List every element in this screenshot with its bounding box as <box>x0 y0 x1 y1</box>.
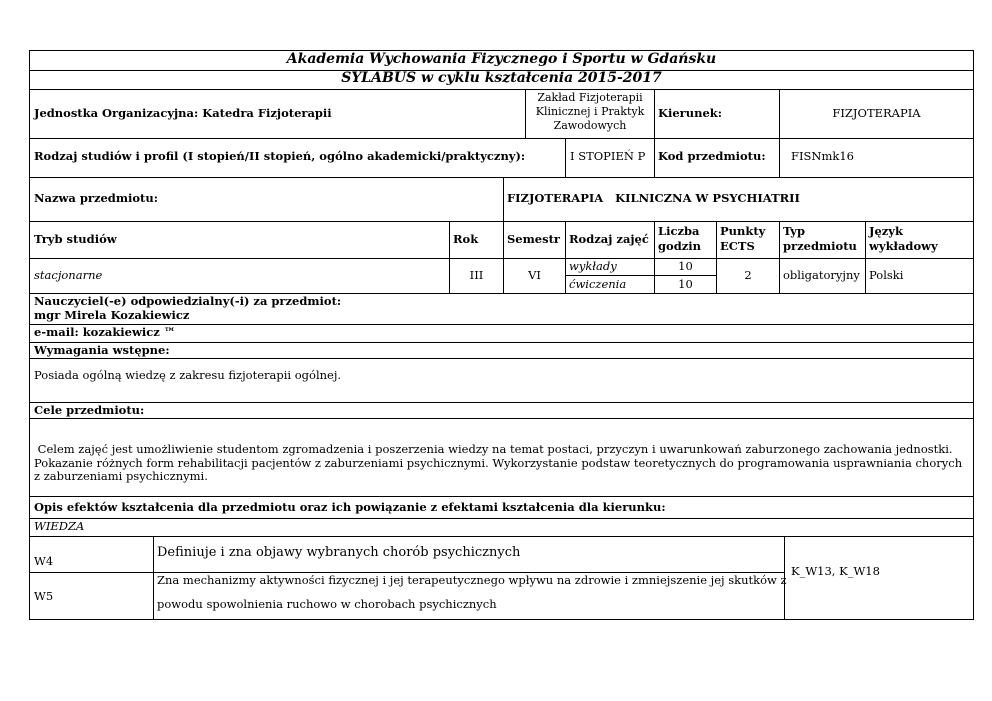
teacher-name: mgr Mirela Kozakiewicz <box>34 308 190 322</box>
studies-type-value: I STOPIEŃ P <box>570 149 646 163</box>
code-value: FISNmk16 <box>791 149 854 163</box>
row-year: III <box>469 268 484 282</box>
direction-value: FIZJOTERAPIA <box>832 106 921 120</box>
prerequisites-label: Wymagania wstępne: <box>34 343 170 357</box>
outcome-w4-code: W4 <box>34 554 54 568</box>
unit-label: Jednostka Organizacyjna: Katedra Fizjoterapii <box>34 106 332 120</box>
outcomes-label: Opis efektów kształcenia dla przedmiotu oraz ich powiązanie z efektami kształcenia dla kierunku: <box>34 500 666 514</box>
row-semester: VI <box>528 268 541 282</box>
goals-label: Cele przedmiotu: <box>34 403 145 417</box>
outcome-w5-text-line2: powodu spowolnienia ruchowo w chorobach psychicznych <box>157 597 497 611</box>
syllabus-table <box>29 50 974 620</box>
code-label: Kod przedmiotu: <box>658 149 766 163</box>
header-hours-1: Liczba <box>658 224 700 238</box>
header-subject-type-1: Typ <box>783 224 806 238</box>
prerequisites-text: Posiada ogólną wiedzę z zakresu fizjoterapii ogólnej. <box>34 368 342 382</box>
header-language-2: wykładowy <box>869 239 938 253</box>
outcome-w5-code: W5 <box>34 589 54 603</box>
header-subject-type-2: przedmiotu <box>783 239 857 253</box>
academy-title: Akademia Wychowania Fizycznego i Sportu w Gdańsku <box>286 51 717 67</box>
subject-name-label: Nazwa przedmiotu: <box>34 191 158 205</box>
row-lectures-hours: 10 <box>678 259 693 273</box>
row-subject-type: obligatoryjny <box>783 268 860 282</box>
header-ects-2: ECTS <box>720 239 755 253</box>
goals-text: Celem zajęć jest umożliwienie studentom zgromadzenia i poszerzenia wiedzy na temat postaci, przyczyn i uwarunkowań zaburzonego zachowania jednostki. Pokazanie różnych form rehabilitacji pacjentów z zaburzeniami psychicznymi. Wykorzystanie podstaw teoretycznych do programowania usprawniania chorych z zaburzeniami psychicznymi. <box>34 442 966 483</box>
teacher-label: Nauczyciel(-e) odpowiedzialny(-i) za przedmiot: <box>34 294 342 308</box>
subject-name-value: FIZJOTERAPIA KILNICZNA W PSYCHIATRII <box>507 191 800 205</box>
header-mode: Tryb studiów <box>34 232 117 246</box>
row-ects: 2 <box>744 268 752 282</box>
outcome-w5-text-line1: Zna mechanizmy aktywności fizycznej i jej terapeutycznego wpływu na zdrowie i zmniejszenie jej skutków z <box>157 573 787 587</box>
header-ects-1: Punkty <box>720 224 766 238</box>
outcomes-category: WIEDZA <box>34 519 85 533</box>
teacher-email: e-mail: kozakiewicz ™ <box>34 325 176 339</box>
studies-type-label: Rodzaj studiów i profil (I stopień/II stopień, ogólno akademicki/praktyczny): <box>34 149 526 163</box>
row-lectures: wykłady <box>569 259 617 273</box>
row-mode: stacjonarne <box>34 268 103 282</box>
header-year: Rok <box>453 232 479 246</box>
row-language: Polski <box>869 268 904 282</box>
department-name: Zakład Fizjoterapii Klinicznej i Praktyk Zawodowych <box>535 91 645 132</box>
outcome-w4-text: Definiuje i zna objawy wybranych chorób psychicznych <box>157 545 521 560</box>
row-exercises-hours: 10 <box>678 277 693 291</box>
outcome-mapping: K_W13, K_W18 <box>791 564 880 578</box>
header-hours-2: godzin <box>658 239 702 253</box>
header-language-1: Język <box>869 224 903 238</box>
header-semester: Semestr <box>507 232 560 246</box>
direction-label: Kierunek: <box>658 106 722 120</box>
syllabus-title: SYLABUS w cyklu kształcenia 2015-2017 <box>341 70 662 86</box>
header-class-type: Rodzaj zajęć <box>569 232 649 246</box>
row-exercises: ćwiczenia <box>569 277 627 291</box>
